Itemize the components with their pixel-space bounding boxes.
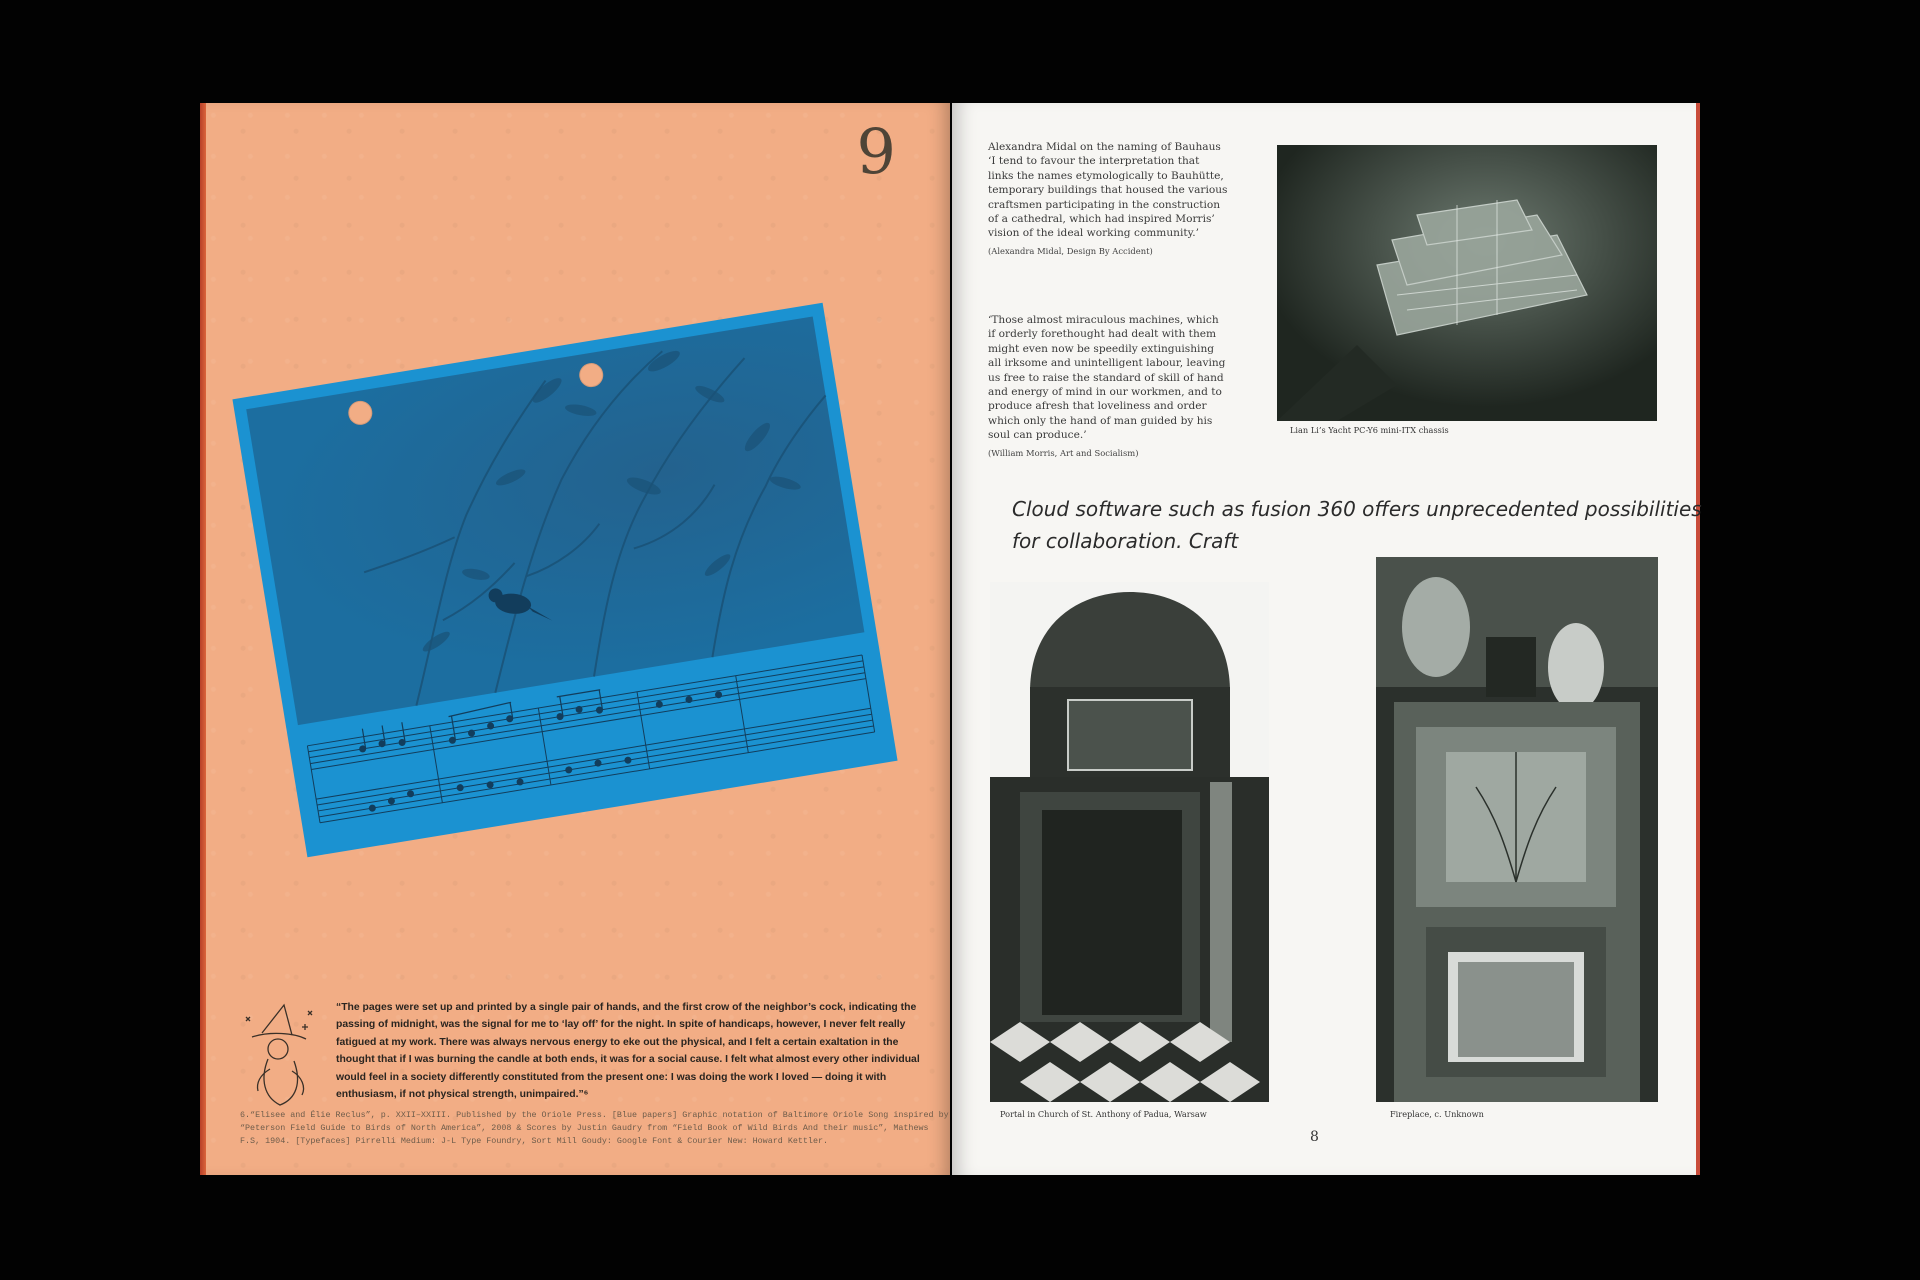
quote-morris: ‘Those almost miraculous machines, which if orderly forethought had dealt with them might even now be speedily extinguishing all irksome and unintelligent labour, leaving us free to raise the standard of skill of hand and energy of mind in our workmen, and to produce afresh that loveliness and order which only the hand of man guided by his soul can produce.’ [988,314,1226,442]
morris-text-block [988,313,1228,460]
caption-fireplace: Fireplace, c. Unknown [1390,1109,1484,1119]
page-number-left: 9 [856,115,896,188]
blue-paper-sheet [232,303,897,858]
right-page-edge [1696,103,1700,1175]
svg-text:for collaboration. Craft: for collaboration. Craft [1012,529,1239,553]
caption-portal: Portal in Church of St. Anthony of Padua, Warsaw [1000,1109,1207,1119]
bird-silhouette [488,580,553,630]
quote-midal: ‘I tend to favour the interpretation that links the names etymologically to Bauhütte, temporary buildings that housed the various craftsmen participating in the construction of a cathedral, which had inspired Morris’ vision of the ideal working community.’ [988,155,1228,240]
wizard-doodle-icon [240,999,324,1113]
cite-midal: (Alexandra Midal, Design By Accident) [988,245,1153,256]
handwritten-note [1012,488,1702,558]
yacht-pc-photo [1277,145,1657,421]
heading-bauhaus: Alexandra Midal on the naming of Bauhaus [988,141,1221,153]
fireplace-photo [1376,557,1658,1102]
caption-yacht: Lian Li’s Yacht PC-Y6 mini-ITX chassis [1290,425,1449,435]
cite-morris: (William Morris, Art and Socialism) [988,447,1139,458]
footnote: 6.“Elisee and Élie Reclus”, p. XXII–XXIII. Published by the Oriole Press. [Blue papers] Graphic notation of Baltimore Oriole Song inspired by “Peterson Field Guide to Birds of North America”, 2008 & Scores by Justin Gaudry from “Field Book of Wild Birds And their music”, Mathews F.S, 1904. [Typefaces] Pirrelli Medium: J-L Type Foundry, Sort Mill Goudy: Google Font & Courier New: Howard Kettler. [240,1110,949,1146]
left-page [206,103,950,1175]
svg-text:Cloud software such as fusion: Cloud software such as fusion 360 offers unprecedented possibilities [1012,497,1702,521]
printer-quote: “The pages were set up and printed by a single pair of hands, and the first crow of the neighbor’s cock, indicating the passing of midnight, was the signal for me to ‘lay off’ for the night. In spite of handicaps, however, I never felt really fatigued at my work. There was always nervous energy to eke out the physical, and I felt a certain exaltation in the thought that if I was burning the candle at both ends, it was for a social cause. I felt what almost every other individual would feel in a society differently constituted from the present one: I was doing the work I loved — doing it with enthusiasm, if not physical strength, unimpaired.”⁶ [336,1002,920,1101]
bauhaus-text-block [988,140,1228,258]
page-number-right: 8 [1310,1129,1319,1145]
portal-photo [990,582,1269,1102]
